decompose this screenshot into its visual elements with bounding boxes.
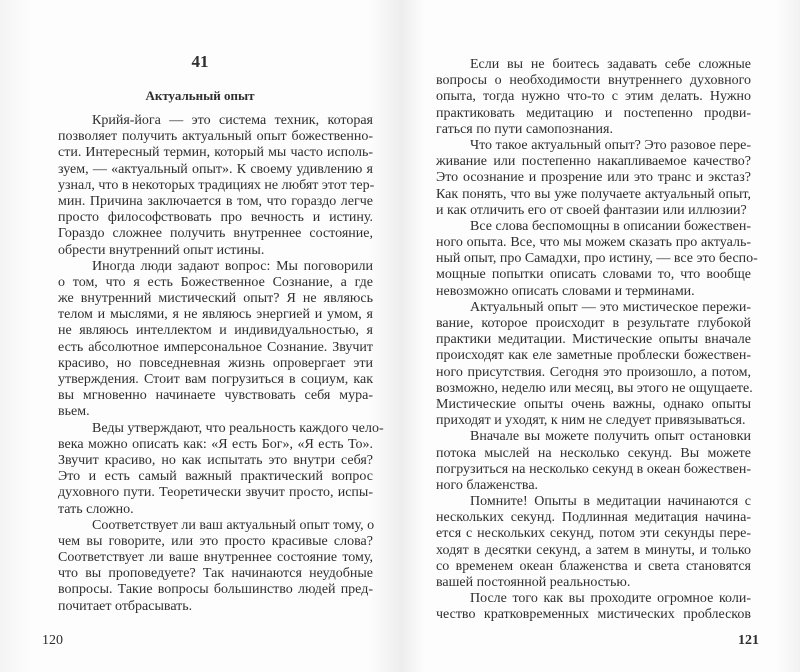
text-line: возможно, неделю или месяц, вы этого не ощущаете. [436, 380, 753, 396]
text-line: Соответствует ли ваш актуальный опыт тому, о [92, 517, 375, 533]
text-line: вание, которое происходит в результате глубокой [436, 316, 751, 331]
page-number: 120 [42, 633, 63, 648]
text-line: Что такое актуальный опыт? Это разовое пере- [470, 137, 751, 153]
text-line: зуем, — «актуальный опыт». К своему удивлению я [58, 161, 373, 177]
text-line: чем вы говорите, или это просто красивые слова? [58, 533, 373, 549]
text-line: живание или постепенно накапливаемое качество? [436, 154, 751, 170]
chapter-number: 41 [191, 52, 209, 71]
text-line: Помните! Опыты в медитации начинаются с [470, 494, 751, 510]
text-line: потока мыслей на несколько секунд. Вы можете [436, 445, 751, 461]
text-line: тать сложно. [58, 501, 134, 517]
text-line: о том, что я есть Божественное Сознание, а где [58, 274, 373, 290]
text-line: просто философствовать про вечность и истину. [58, 210, 373, 226]
text-line: ного присутствия. Сегодня это произошло, а потом, [436, 364, 751, 380]
text-line: практики медитации. Мистические опыты вначале [436, 332, 751, 348]
text-line: Мистические опыты очень важны, однако опыты [436, 396, 751, 412]
text-line: происходят как еле заметные проблески божествен- [436, 348, 751, 364]
text-line: чество кратковременных мистических проблесков [436, 607, 751, 623]
text-line: утверждения. Стоит вам погрузиться в социум, как [58, 372, 373, 387]
text-line: вьем. [58, 404, 90, 420]
text-line: Звучит красиво, но как испытать это внутри себя? [58, 452, 373, 468]
text-line: не являюсь интеллектом и индивидуальностью, я [58, 323, 373, 339]
text-line: почитает отбрасывать. [58, 598, 193, 614]
text-line: есть абсолютное имперсональное Сознание. Звучит [58, 339, 373, 355]
text-line: Гораздо сложнее получить внутреннее состояние, [58, 226, 373, 242]
text-line: Веды утверждают, что реальность каждого чело- [92, 420, 384, 436]
text-line: вы мгновенно начинаете чувствовать себя мура- [58, 388, 373, 404]
text-line: позволяет получить актуальный опыт божественно- [58, 129, 373, 145]
text-line: Актуальный опыт — это мистическое пережи- [470, 299, 751, 315]
text-line: же внутренний мистический опыт? Я не являюсь [58, 291, 373, 307]
text-line: Соответствует ли ваше внутреннее состояние тому, [58, 550, 373, 566]
text-line: мощные попытки описать словами то, что вообще [436, 267, 751, 283]
text-line: Как понять, что вы уже получаете актуальный опыт, [436, 186, 751, 202]
text-line: Это и есть самый важный практический вопрос [58, 469, 373, 485]
text-line: ного опыта. Все, что мы можем сказать про актуаль- [436, 235, 751, 251]
text-line: сти. Интересный термин, который мы часто исполь- [58, 145, 373, 161]
page-number: 121 [738, 633, 759, 648]
text-line: духовного пути. Теоретически звучит просто, испы- [58, 485, 373, 501]
text-line: Если вы не боитесь задавать себе сложные [470, 57, 751, 72]
text-line: вашей постоянной реальностью. [436, 575, 631, 590]
text-line: Крийя-йога — это система техник, которая [92, 113, 373, 128]
chapter-title: Актуальный опыт [145, 88, 255, 103]
text-line: со временем океан блаженства и света становятся [436, 558, 751, 574]
text-line: невозможно описать словами и терминами. [436, 283, 695, 299]
right-page-text [436, 57, 758, 624]
text-line: красиво, но повседневная жизнь опровергает эти [58, 355, 373, 371]
text-line: ется с нескольких секунд, потом эти секунды пере- [436, 526, 751, 542]
text-line: вопросы о необходимости внутреннего духовного [436, 73, 751, 89]
text-line: После того как вы проходите огромное коли- [470, 591, 751, 607]
text-line: ходят в десятки секунд, а затем в минуты, и только [436, 542, 751, 558]
text-line: нескольких секунд. Подлинная медитация начина- [436, 510, 751, 526]
text-line: узнал, что в некоторых традициях не любят этот тер- [58, 177, 375, 193]
text-line: Это осознание и прозрение или это транс и экстаз? [436, 170, 751, 186]
text-line: телом и мыслями, я не являюсь энергией и умом, я [58, 307, 373, 323]
text-line: Все слова беспомощны в описании божествен- [470, 218, 751, 234]
left-page-text [58, 113, 384, 615]
text-line: погрузиться на несколько секунд в океан божествен- [436, 461, 751, 477]
text-line: Иногда люди задают вопрос: Мы поговорили [92, 258, 373, 274]
text-line: практиковать медитацию и постепенно продви- [436, 105, 751, 121]
text-line: ный опыт, про Самадхи, про истину, — все это беспо- [436, 251, 758, 267]
text-line: что вы проповедуете? Так начинаются неудобные [58, 566, 373, 582]
text-line: опыта, тогда нужно что-то с этим делать. Нужно [436, 89, 751, 105]
text-line: мин. Причина заключается в том, что гораздо легче [58, 193, 373, 209]
text-line: ного блаженства. [436, 477, 539, 493]
text-line: века можно описать как: «Я есть Бог», «Я есть То». [58, 436, 373, 452]
text-line: обрести внутренний опыт истины. [58, 242, 265, 258]
text-line: и как отличить его от своей фантазии или иллюзии? [436, 202, 747, 218]
text-line: гаться по пути самопознания. [436, 121, 613, 137]
text-line: приходят и уходят, к ним не следует привязываться. [436, 413, 746, 429]
text-line: Вначале вы можете получить опыт остановки [470, 429, 751, 445]
right-page [400, 0, 800, 672]
text-line: вопросы. Такие вопросы большинство людей пред- [58, 582, 373, 598]
